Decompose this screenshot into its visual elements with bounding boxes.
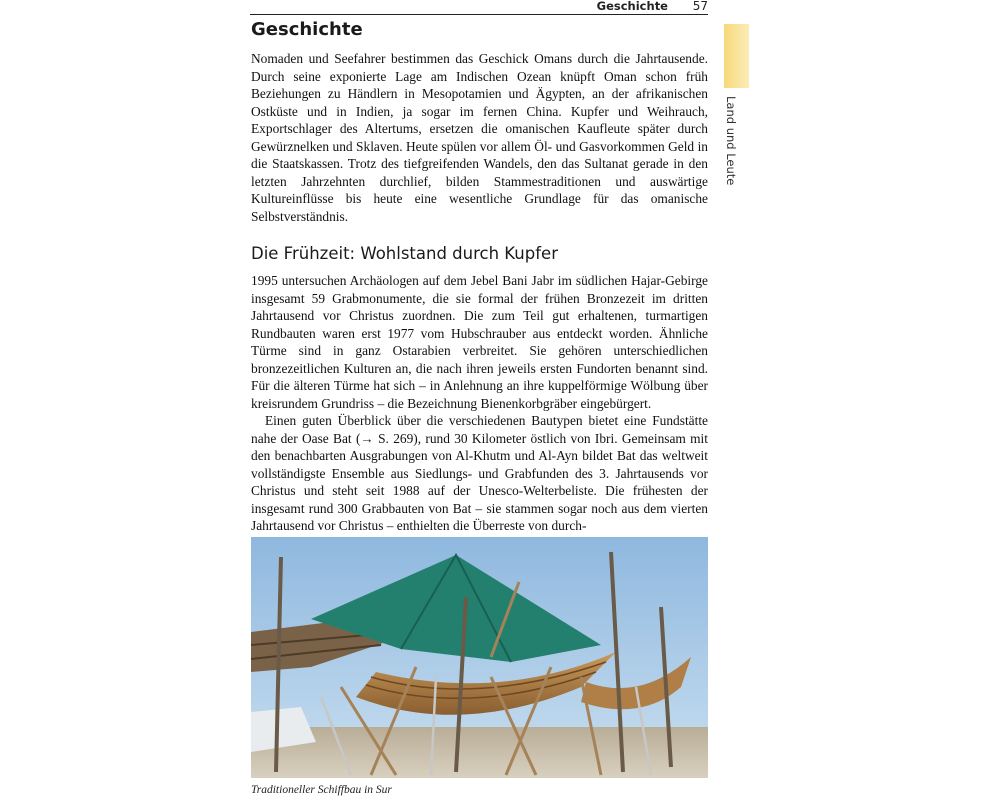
section-subheading: Die Frühzeit: Wohlstand durch Kupfer — [251, 244, 558, 263]
section-side-label-text: Land und Leute — [724, 96, 738, 186]
body-paragraph-1: 1995 untersuchen Archäologen auf dem Jebel Bani Jabr im südlichen Hajar-Gebirge insgesamt 59 Grabmonumente, die sie formal der frühen Bronzezeit im dritten Jahrtausend vor Christus zuordnen. Die zum Teil gut erhaltenen, turmartigen Rundbauten waren erst 1977 vom Hubschrauber aus entdeckt worden. Ähnliche Türme sind in ganz Ostarabien verbreitet. Sie gehören unterschiedlichen bronzezeitlichen Kulturen an, die nach ihren jeweils ersten Fundorten benannt sind. Für die älteren Türme hat sich – in Anlehnung an ihre kuppelförmige Wölbung über kreisrundem Grundriss – die Bezeichnung Bienenkorbgräber eingebürgert. — [251, 273, 708, 411]
running-head — [250, 0, 708, 15]
section-color-tab — [724, 24, 749, 88]
section-side-label — [722, 96, 742, 196]
intro-paragraph: Nomaden und Seefahrer bestimmen das Geschick Omans durch die Jahrtausende. Durch seine exponierte Lage am Indischen Ozean knüpft Oman schon früh Beziehungen zu Händlern in Mesopotamien und Ägypten, an der afrikanischen Ostküste und in Indien, ja sogar im fernen China. Kupfer und Weihrauch, Exportschlager des Altertums, ersetzen die omanischen Kaufleute später durch Gewürznelken und Sklaven. Heute spülen vor allem Öl- und Gasvorkommen Geld in die Staatskassen. Trotz des tiefgreifenden Wandels, den das Sultanat gerade in den letzten Jahrzehnten durchlief, bilden Stammestraditionen und auswärtige Kultureinflüsse bis heute eine wesentliche Grundlage für das omanische Selbstverständnis. — [251, 51, 708, 224]
photo-caption: Traditioneller Schiffbau in Sur — [251, 784, 392, 796]
body-paragraph-2: Einen guten Überblick über die verschiedenen Bautypen bietet eine Fundstätte nahe der Oase Bat (→ S. 269), rund 30 Kilometer östlich von Ibri. Gemeinsam mit den benachbarten Ausgrabungen von Al-Khutm und Al-Ayn bildet Bat das weltweit vollständigste Ensemble aus Siedlungs- und Grabfunden des 3. Jahrtausends vor Christus und steht seit 1988 auf der Unesco-Welterbeliste. Die frühesten der insgesamt rund 300 Grabbauten von Bat – sie stammen sogar noch aus dem vierten Jahrtausend vor Christus – enthielten die Überreste von durch- — [251, 413, 708, 533]
shipbuilding-photo-illustration — [251, 537, 708, 778]
shipbuilding-photo — [251, 537, 708, 778]
chapter-heading: Geschichte — [251, 19, 363, 40]
running-head-title: Geschichte — [596, 0, 668, 13]
section-body — [251, 272, 708, 535]
page-number: 57 — [692, 0, 708, 13]
